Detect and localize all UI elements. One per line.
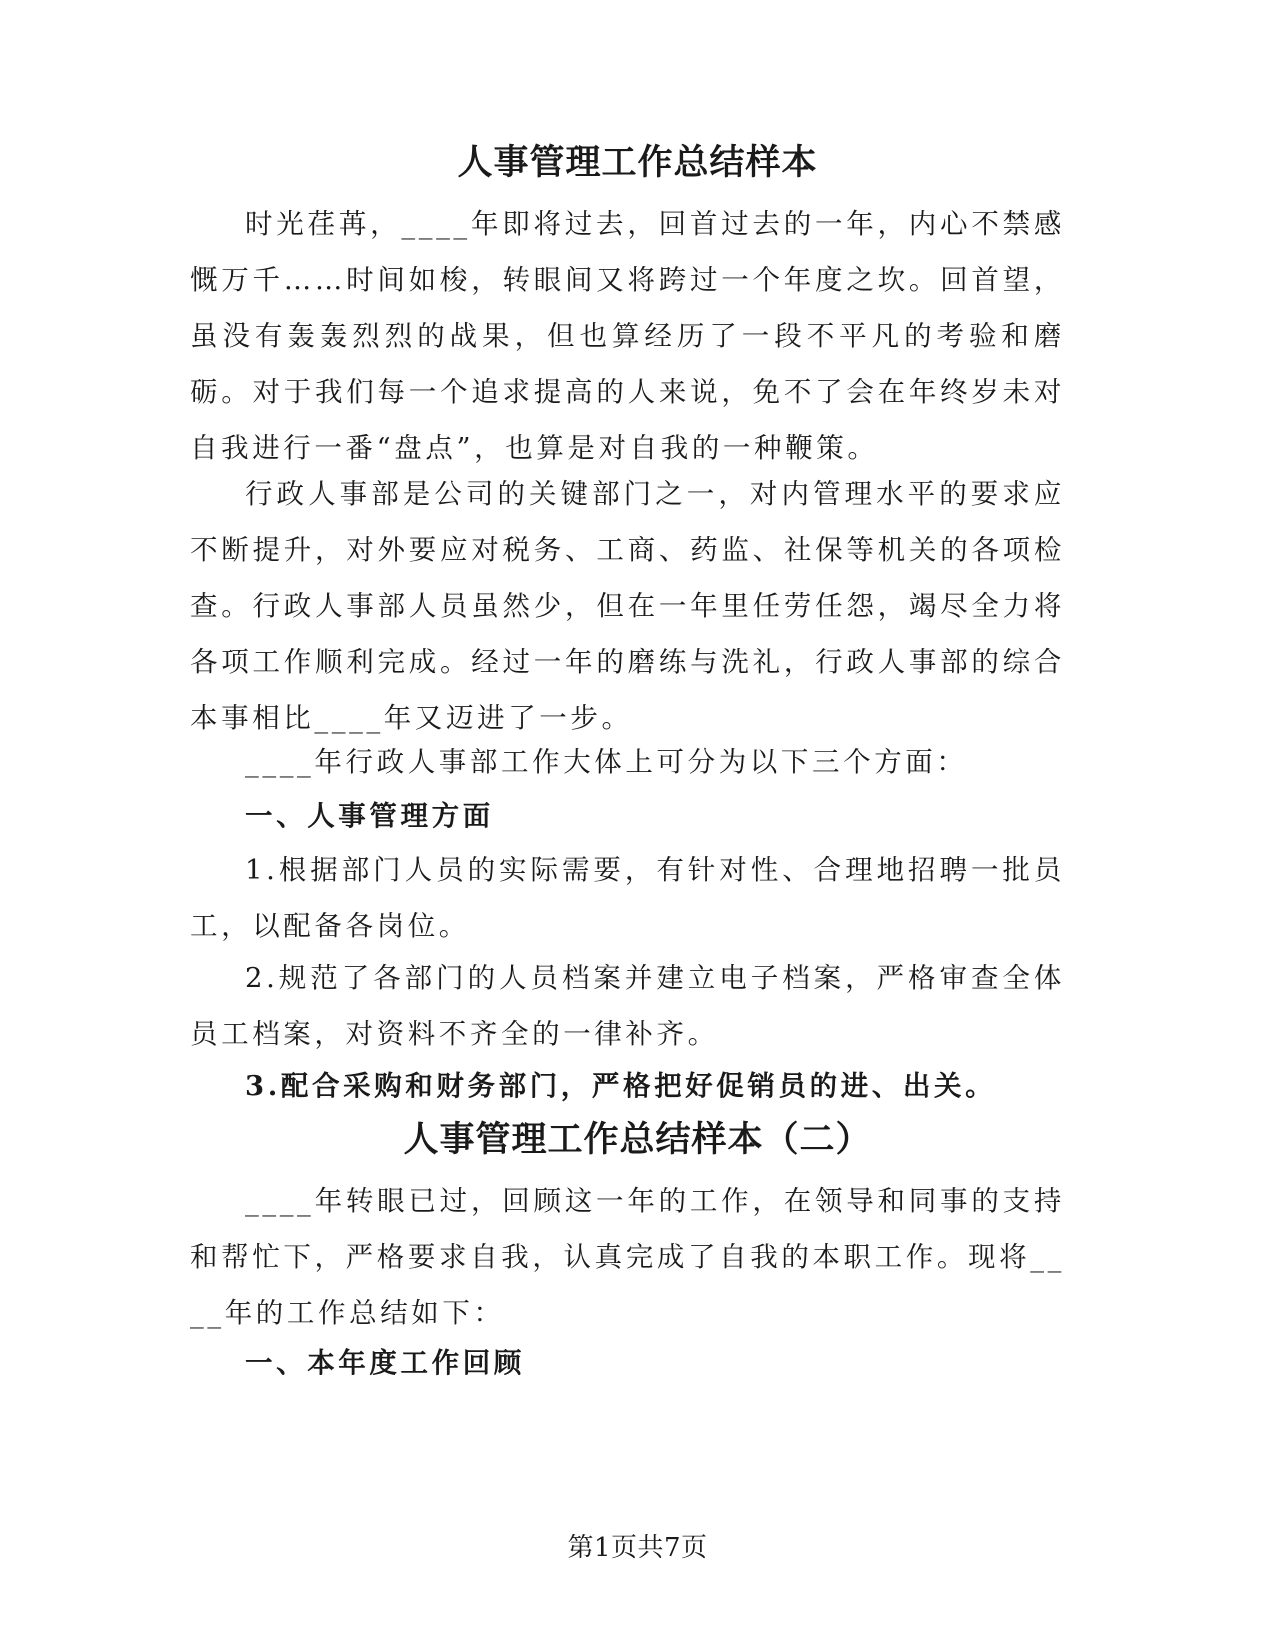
page-indicator: 第1页共7页 — [567, 1533, 708, 1563]
section-heading-personnel: 一、人事管理方面 — [245, 800, 494, 832]
list-item-recruitment: 1.根据部门人员的实际需要，有针对性、合理地招聘一批员工，以配备各岗位。 — [190, 854, 1065, 942]
paragraph-department: 行政人事部是公司的关键部门之一，对内管理水平的要求应不断提升，对外要应对税务、工商、药监、社保等机关的各项检查。行政人事部人员虽然少，但在一年里任劳任怨，竭尽全力将各项工作顺利完成。经过一年的磨练与洗礼，行政人事部的综合本事相比____年又迈进了一步。 — [190, 478, 1065, 734]
document-subtitle: 人事管理工作总结样本（二） — [403, 1119, 872, 1160]
paragraph-intro: 时光荏苒，____年即将过去，回首过去的一年，内心不禁感慨万千……时间如梭，转眼间又将跨过一个年度之坎。回首望，虽没有轰轰烈烈的战果，但也算经历了一段不平凡的考验和磨砺。对于我们每一个追求提高的人来说，免不了会在年终岁未对自我进行一番“盘点”，也算是对自我的一种鞭策。 — [190, 208, 1065, 464]
section-heading-annual-review: 一、本年度工作回顾 — [245, 1347, 525, 1379]
document-title: 人事管理工作总结样本 — [457, 142, 818, 183]
list-item-archives: 2.规范了各部门的人员档案并建立电子档案，严格审查全体员工档案，对资料不齐全的一律补齐。 — [190, 962, 1065, 1050]
paragraph-review-intro: ____年转眼已过，回顾这一年的工作，在领导和同事的支持和帮忙下，严格要求自我，认真完成了自我的本职工作。现将____年的工作总结如下： — [190, 1185, 1065, 1329]
paragraph-overview: ____年行政人事部工作大体上可分为以下三个方面： — [245, 746, 968, 778]
list-item-promoters: 3.配合采购和财务部门，严格把好促销员的进、出关。 — [245, 1070, 997, 1102]
